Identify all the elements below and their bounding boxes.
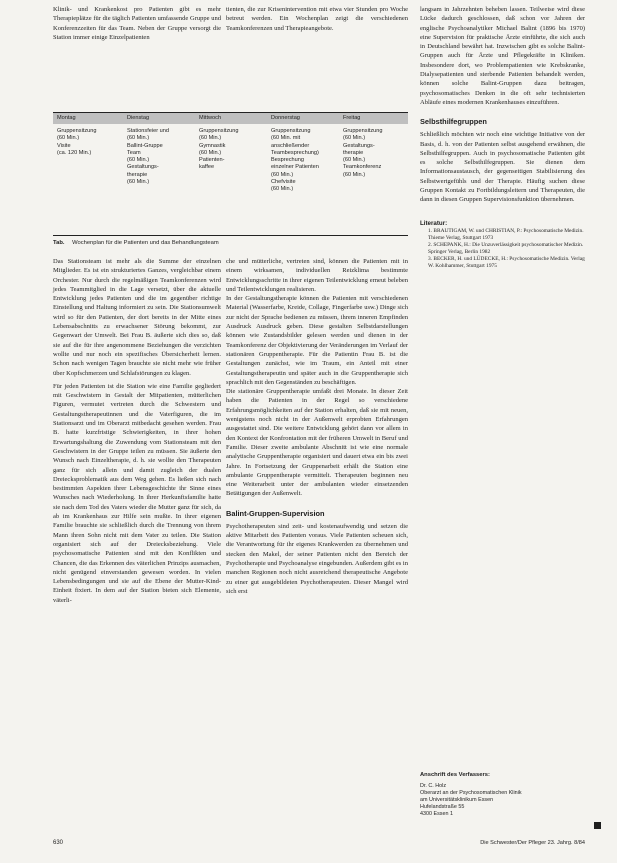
author-address <box>420 772 580 818</box>
literature-item: 1. BRAUTIGAM, W. und CHRISTIAN, P.: Psychosomatische Medizin. Thieme Verlag, Stuttgart 1973 <box>428 227 584 241</box>
schedule-header-row <box>53 113 408 124</box>
schedule-cell-line: Gruppensitzung <box>199 128 239 134</box>
literature-item: 3. BECKER, H. und LÜDECKE, H.: Psychosomatische Medizin. Verlag W. Kohlhammer, Stuttgart 1975 <box>428 255 585 269</box>
body-left-paragraph-2: Für jeden Patienten ist die Station wie eine Familie gegliedert mit Geschwistern in Gestalt der Mitpatienten, mütterlichen Figuren, vermutet vertreten durch die Schwestern und Gestaltungstherapeutinnen und die Vaterfiguren, die im Stationsarzt und im Oberarzt mitbedacht gesehen werden. Frau B. hatte kurzfristige Schwierigkeiten, in ihrer hohen Erwartungshaltung die Zuwendung vom Stationsteam mit den Geschwistern in der Gruppe teilen zu müssen. Sie äußerte den Wunsch nach Einzeltherapie, d. h. sie wollte den Therapeuten ganz für sich allein und damit zugleich der dualen Dreiecksproblematik aus dem Weg gehen. Es ließen sich nach bestimmten Aspekten ihrer Lebensgeschichte ihr Sinne eines Wunsches nach Wiederholung. In ihrer Herkunftsfamilie hatte sie nach dem Tod des Vaters wieder die Mutter ganz für sich, da ab im Krankenhaus zur Hilfe sein mußte. In ihrer eigenen Familie brauchte sie schließlich durch die Trennung von ihrem Mann ihren Sohn nicht mit dem Vater zu teilen. Die Station organisiert sich auf der Dreiecksbeziehung. Viele psychosomatische Patienten sind mit den Konflikten und Chancen, die das Erkennen des väterlichen Prinzips ausmachen, nicht genügend einverstanden gewesen worden. In vielen Lebensbedingungen und sie auf die Ebene der Mutter-Kind-Einheit fixiert. In dem auf der Station bieten sich Elemente, väterli- <box>53 382 221 604</box>
top-left-text: Klinik- und Krankenkost pro Patienten gibt es mehr Therapieplätze für die täglich Patienten umfassende Gruppe und Konferenzzeiten für das Team. Neben der Gruppe versorgt die Station immer einige Einzelpatienten <box>53 6 221 41</box>
schedule-header-friday: Freitag <box>343 115 361 121</box>
table-caption-text: Wochenplan für die Patienten und das Behandlungsteam <box>72 240 219 246</box>
address-line: Oberarzt an der Psychosomatischen Klinik <box>420 790 522 796</box>
schedule-cell-line: Gestaltungs- <box>343 142 375 149</box>
address-line: am Universitätsklinikum Essen <box>420 797 494 803</box>
body-mid-paragraph-2: In der Gestaltungstherapie können die Patienten mit verschiedenen Material (Wasserfarbe, Kreide, Collage, Fingerfarbe usw.) Dinge sich zur nicht der Sprache bedienen zu müssen, ihrem inneren Empfinden Ausdruck Ausdruck geben. Diese gestalten Selbstdarstellungen können wie Zustandsbilder gelesen werden und dienen in der Teamkonferenz der Objektivierung der Veränderungen im Verlauf der stationären Gruppentherapie. Für die Patientin Frau B. ist die Gestaltungen zunächst, wie im Traum, ein Anteil mit einer Gestaltungstherapeutin und später auch in die Gruppentherapie sich sprachlich mit den Gegenständen zu beschäftigen. <box>226 295 408 386</box>
schedule-cell-line: (60 Min.) <box>199 149 222 156</box>
body-left-paragraph-1: Das Stationsteam ist mehr als die Summe der einzelnen Mitglieder. Es ist ein strukturiertes Ganzes, vergleichbar einem Orchester. Nur durch die regelmäßigen Teamkonferenzen wird jedes Teammitglied in die Lage versetzt, über die aktuelle Entwicklung jedes Patienten und die im gegenüber richtige Einstellung und Haltung informiert zu sein. Die Stationsumwelt wird so für den Patienten, der dort bereits in der Mitte eines Lebensabschnitts zu erwachsener Störung bekommt, zur Gegenwart der Umwelt. Bei Frau B. äußerte sich dies so, daß sie auf die für ihre angenommene Beziehungen die verzichten wollte und nur noch ein spezifisches Übersicherheit lernen. Schon nach wenigen Tagen brauchte sie nicht mehr wie früher über Kopfschmerzen und Schlafstörungen zu klagen. <box>53 258 221 377</box>
schedule-cell-line: einzelner Patienten <box>271 164 319 171</box>
top-left-fragment <box>53 5 221 42</box>
schedule-cell <box>343 128 412 194</box>
schedule-cell-line: Gymnastik <box>199 142 226 149</box>
table-caption <box>53 240 413 246</box>
schedule-cell-line: (60 Min. mit <box>271 135 301 142</box>
heading-selbsthilfe: Selbsthilfegruppen <box>420 117 487 127</box>
table-caption-label: Tab. <box>53 240 65 246</box>
schedule-header-monday: Montag <box>57 115 76 121</box>
schedule-cell-line: Patienten- <box>199 157 225 164</box>
schedule-cell-line: Stationsfeier und <box>127 128 169 134</box>
running-head: Die Schwester/Der Pfleger 23. Jahrg. 8/84 <box>480 840 585 846</box>
page-number: 630 <box>53 840 64 846</box>
body-mid-column <box>226 257 408 596</box>
schedule-cell-line: Gruppensitzung <box>343 128 383 134</box>
schedule-cell-line: (60 Min.) <box>199 135 222 142</box>
literature-item: 2. SCHEPANK, H.: Die Unzuverlässigkeit psychosomatischer Medizin. Springer Verlag, Berlin 1982 <box>428 241 584 255</box>
schedule-cell-line: kaffee <box>199 164 215 171</box>
literature-title: Literatur: <box>420 219 448 227</box>
schedule-body <box>53 124 408 194</box>
address-line: 4300 Essen 1 <box>420 811 453 817</box>
schedule-cell-line: (60 Min.) <box>127 135 150 142</box>
schedule-cell-line: Gestaltungs- <box>127 164 159 171</box>
schedule-cell-line: Visite <box>57 142 71 149</box>
schedule-cell-line: Teambesprechung) <box>271 149 319 156</box>
schedule-cell-line: Gruppensitzung <box>271 128 311 134</box>
address-heading: Anschrift des Verfassers: <box>420 772 490 778</box>
schedule-header-thursday: Donnerstag <box>271 115 300 121</box>
schedule-cell-line: (60 Min.) <box>127 157 150 164</box>
schedule-cell-line: (60 Min.) <box>127 179 150 186</box>
balint-paragraph: Psychotherapeuten sind zeit- und kostenaufwendig und setzen die aktive Mitarbeit des Patienten voraus. Viele Patienten scheuen sich, die Verantwortung für ihr eigenes Krankwerden zu übernehmen und stecken den Makel, der seiner Patienten nicht den Bereich der Psychotherapie und Psychoanalyse eingebunden. Außerdem gibt es in manchen Regionen noch nicht ausreichend therapeutische Angebote zu einer gut ausgebildeten Psychotherapeuten. Dieser Mangel wird sich erst <box>226 522 408 595</box>
schedule-cell <box>199 128 271 194</box>
body-mid-paragraph-1: che und mütterliche, vertreten sind, können die Patienten mit in einem wirksamen, individuellen Reizklima bestimmte Entwicklungsschritte in ihrer eigenen Teilentwicklung erneut beleben und Teilentwicklungen realisieren. <box>226 258 408 293</box>
schedule-cell-line: (60 Min.) <box>343 135 366 142</box>
schedule-cell-line: therapie <box>127 171 148 178</box>
schedule-cell-line: (60 Min.) <box>271 171 294 178</box>
address-line: Dr. C. Holz <box>420 783 447 789</box>
schedule-cell <box>271 128 343 194</box>
schedule-cell-line: Teamkonferenz <box>343 164 382 171</box>
right-column <box>420 5 585 270</box>
schedule-cell-line: Besprechung <box>271 157 304 164</box>
schedule-cell-line: (60 Min.) <box>343 171 366 178</box>
schedule-cell-line: (60 Min.) <box>271 186 294 193</box>
body-left-column <box>53 257 221 605</box>
weekly-schedule-table <box>53 112 408 236</box>
schedule-cell-line: anschließender <box>271 142 310 149</box>
address-line: Hufelandstraße 55 <box>420 804 465 810</box>
schedule-cell-line: Team <box>127 149 141 156</box>
top-mid-fragment <box>226 5 408 33</box>
schedule-cell <box>57 128 127 194</box>
schedule-cell-line: (60 Min.) <box>57 135 80 142</box>
schedule-cell-line: therapie <box>343 149 364 156</box>
schedule-cell <box>127 128 199 194</box>
end-of-article-mark <box>594 822 601 829</box>
schedule-cell-line: Ballint-Gruppe <box>127 142 163 149</box>
schedule-cell-line: (ca. 120 Min.) <box>57 149 92 156</box>
right-paragraph-1: langsam in Jahrzehnten beheben lassen. Teilweise wird diese Lücke dadurch geschlossen, daß schon vor Jahren der englische Psychoanalytiker Michael Balint (1896 bis 1970) eine Supervision für praktische Ärzte einführte, die sich auch in Deutschland bewährt hat. Inzwischen gibt es solche Balint-Gruppen auch für Ärzte und Pflegekräfte in Kliniken. Insbesondere dort, wo Problempatienten wie Krebskranke, Dialysepatienten und sterbende Patienten behandelt werden, können solche Balint-Gruppen dazu beitragen, psychosomatisches Denken in die oft sehr technisierten Abläufe eines modernen Krankenhauses einzuführen. <box>420 6 585 106</box>
schedule-header-tuesday: Dienstag <box>127 115 150 121</box>
schedule-header-wednesday: Mittwoch <box>199 115 222 121</box>
schedule-cell-line: (60 Min.) <box>343 157 366 164</box>
right-paragraph-2: Schließlich möchten wir noch eine wichtige Initiative von der Basis, d. h. von der Patienten selbst ausgehend erwähnen, die Selbsthilfegruppen. Auch in psychosomatische Patienten gibt es solche Selbsthilfegruppen. Sie dienen dem Informationsaustausch, der gegenseitigen Stabilisierung des Selbstwertgefühls und der Therapie. Häufig suchen diese Gruppen Kontakt zu Fortbildungsleitern und Therapeuten, die dann in diesen Gruppen Supervisionsfunktion übernehmen. <box>420 131 585 204</box>
heading-balint: Balint-Gruppen-Supervision <box>226 508 325 518</box>
body-mid-paragraph-3: Die stationäre Gruppentherapie umfaßt drei Monate. In dieser Zeit haben die Patienten in der Regel so verschiedene Erfahrungsmöglichkeiten auf der Station erhalten, daß sie mit neuen, wenigstens noch nicht in der Außenwelt erprobten Erfahrungen ausgestattet sind. Die weitere Entwicklung gehört dann vor allem in den Kontext der Konfrontation mit der früheren Umwelt in Beruf und Familie. Dieser zweite ambulante Abschnitt ist wie eine normale analytische Gruppentherapie organisiert und dauert etwa ein bis zwei Jahre. In Fortsetzung der Gruppenarbeit erhält die Station eine ambulante Gruppentherapie vermittelt. Therapeuten beginnen neu eine Weiterarbeit unter der ambulanten wieder einsetzenden Betätigungen der Außenwelt. <box>226 388 408 498</box>
schedule-cell-line: Gruppensitzung <box>57 128 97 134</box>
schedule-cell-line: Chefvisite <box>271 179 296 186</box>
top-mid-text: tienten, die zur Krisenintervention mit etwa vier Stunden pro Woche betreut werden. Ein Wochenplan zeigt die verschiedenen Teamkonferenzen und Therapieangebote. <box>226 6 408 32</box>
